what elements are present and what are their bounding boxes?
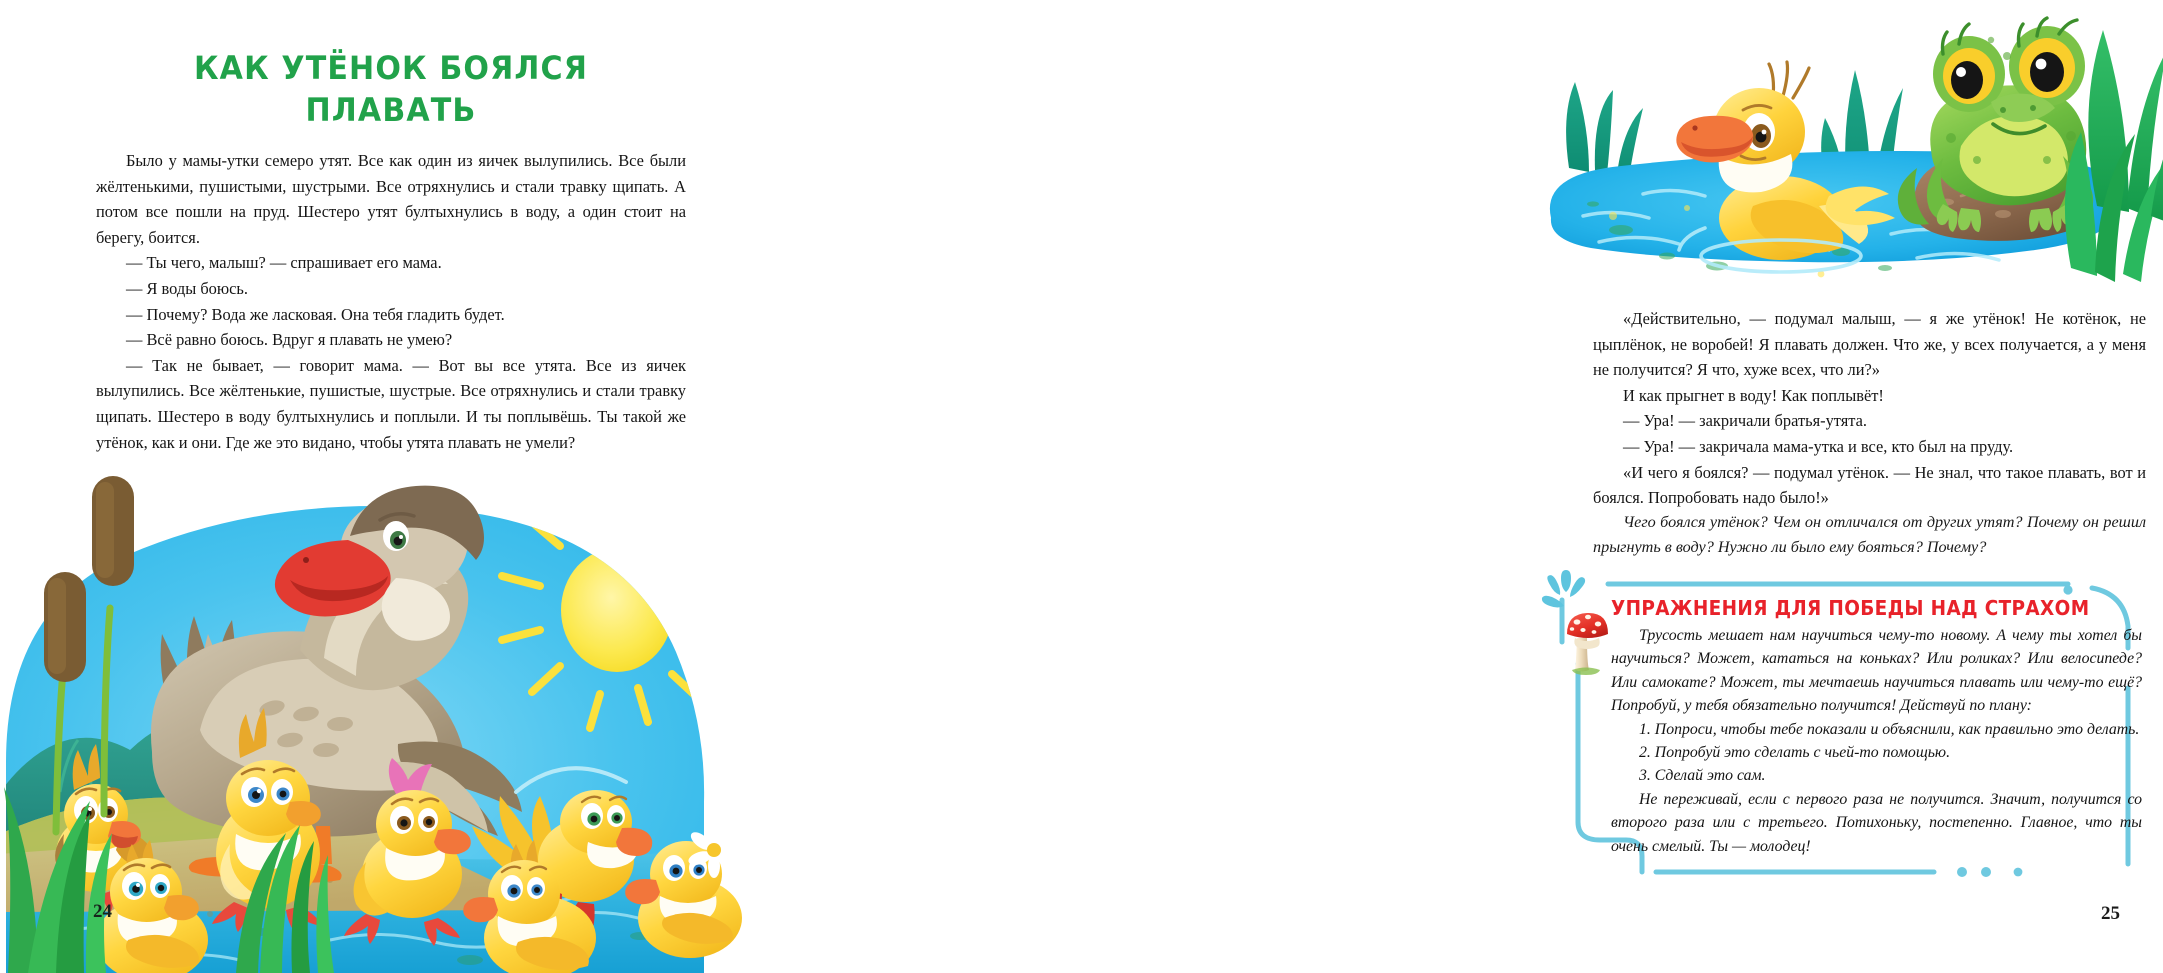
paragraph: И как прыгнет в воду! Как поплывёт! xyxy=(1623,385,1884,405)
page-number-left: 24 xyxy=(93,901,112,922)
story-title-line-2: ПЛАВАТЬ xyxy=(305,90,477,129)
left-page-body xyxy=(96,148,686,455)
paragraph: Трусость мешает нам научиться чему-то новому. А чему ты хотел бы научиться? Может, кататься на коньках? Или роликах? Или велосипеде? Или самокате? Может, ты мечтаешь научиться плавать или чему-то ещё? Попробуй, у тебя обязательно получится! Действуй по плану: xyxy=(1611,627,2142,715)
paragraph: 1. Попроси, чтобы тебе показали и объяснили, как правильно это делать. xyxy=(1639,720,2140,738)
paragraph: — Ты чего, малыш? — спрашивает его мама. xyxy=(126,253,442,273)
questions-text: Чего боялся утёнок? Чем он отличался от других утят? Почему он решил прыгнуть в воду? Нужно ли было ему бояться? Почему? xyxy=(1593,513,2146,556)
page-right xyxy=(723,0,2146,973)
page-title xyxy=(114,48,669,131)
discussion-questions xyxy=(1593,510,2146,560)
paragraph: — Почему? Вода же ласковая. Она тебя гладить будет. xyxy=(126,304,505,324)
page-left xyxy=(0,0,722,973)
mushroom-icon xyxy=(1564,608,1610,676)
paragraph: «Действительно, — подумал малыш, — я же утёнок! Не котёнок, не цыплёнок, не воробей! Я плавать должен. Что же, у всех получается, а у меня не получится? Я что, хуже всех, что ли?» xyxy=(1593,309,2146,380)
sparkle-icon xyxy=(1540,566,1592,612)
paragraph: 3. Сделай это сам. xyxy=(1639,767,1766,785)
paragraph: «И чего я боялся? — подумал утёнок. — Не знал, что такое плавать, вот и боялся. Попробовать надо было!» xyxy=(1593,462,2146,508)
paragraph: Не переживай, если с первого раза не получится. Значит, получится со второго раза или с третьего. Потихоньку, постепенно. Главное, что ты очень смелый. Ты — молодец! xyxy=(1611,790,2142,855)
paragraph: — Так не бывает, — говорит мама. — Вот вы все утята. Все из яичек вылупились. Все жёлтенькие, пушистые, шустрые. Все отряхнулись и стали травку щипать. Шестеро в воду бултыхнулись и поплыли. И ты поплывёшь. Ты такой же утёнок, как и они. Где же это видано, чтобы утята плавать не умели? xyxy=(96,355,686,452)
bottom-dots xyxy=(1957,867,2022,877)
paragraph: 2. Попробуй это сделать с чьей-то помощью. xyxy=(1639,744,1951,762)
reeds-left xyxy=(1566,82,1643,178)
duckling-frog-illustration xyxy=(1491,18,2163,290)
exercise-box-body xyxy=(1611,624,2142,858)
exercise-box-content xyxy=(1611,596,2142,858)
paragraph: Было у мамы-утки семеро утят. Все как один из яичек вылупились. Все были жёлтенькими, пушистыми, шустрыми. Все отряхнулись и стали травку щипать. А потом все пошли на пруд. Шестеро утят бултыхнулись в воду, а один стоит на берегу, боится. xyxy=(96,151,686,247)
corner-dot xyxy=(2063,585,2072,594)
exercise-box xyxy=(1556,578,2152,878)
paragraph: — Я воды боюсь. xyxy=(126,278,248,298)
right-page-body xyxy=(1593,306,2146,511)
paragraph: — Ура! — закричала мама-утка и все, кто был на пруду. xyxy=(1623,436,2014,456)
story-title-line-1: КАК УТЁНОК БОЯЛСЯ xyxy=(193,49,589,87)
paragraph: — Всё равно боюсь. Вдруг я плавать не умею? xyxy=(126,330,453,350)
page-number-right: 25 xyxy=(2101,903,2120,924)
exercise-box-heading: УПРАЖНЕНИЯ ДЛЯ ПОБЕДЫ НАД СТРАХОМ xyxy=(1611,596,2090,620)
paragraph: — Ура! — закричали братья-утята. xyxy=(1623,411,1867,431)
duck-family-illustration xyxy=(0,462,740,973)
